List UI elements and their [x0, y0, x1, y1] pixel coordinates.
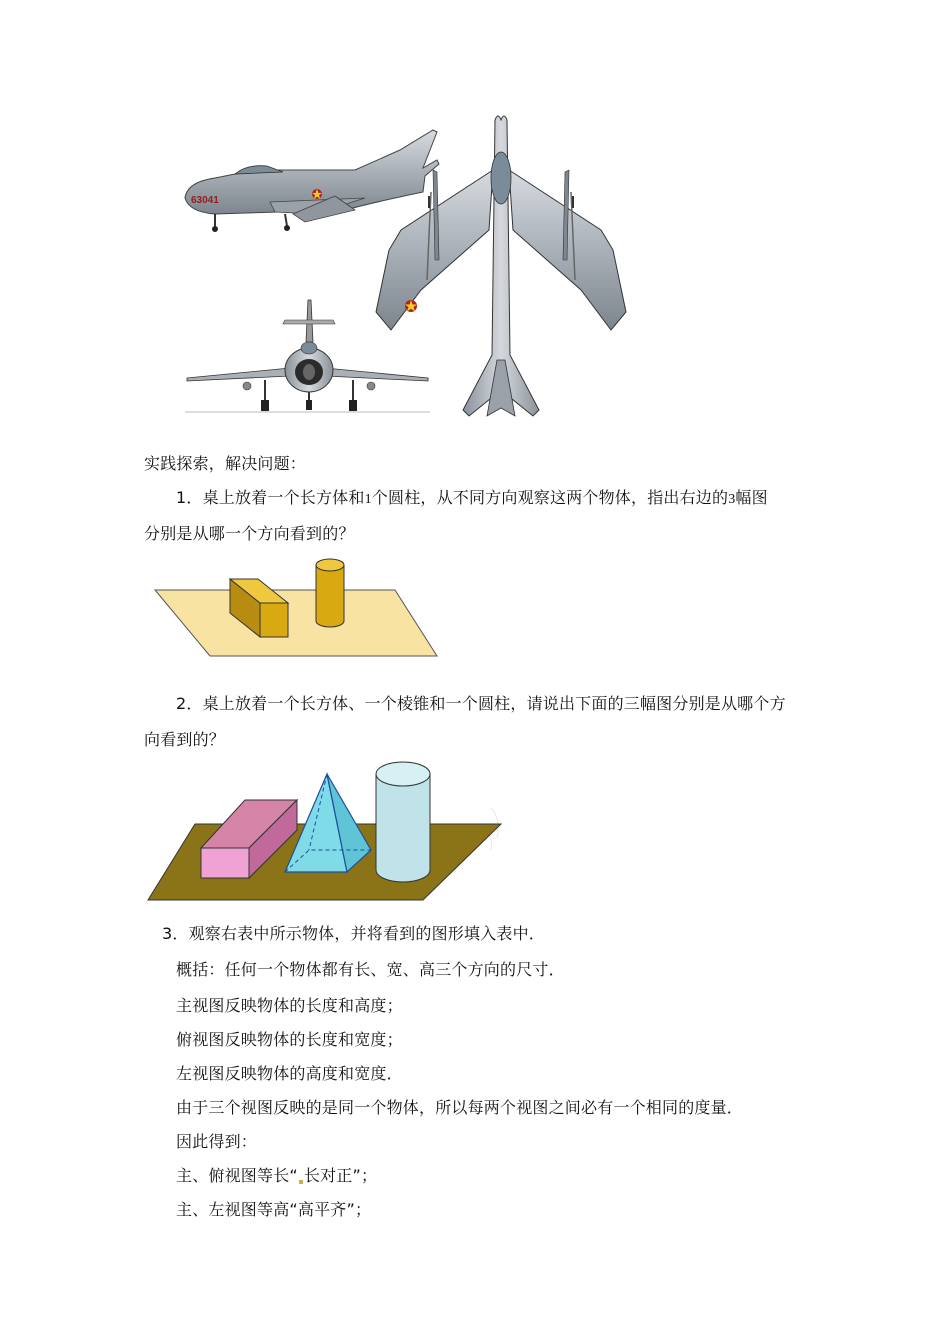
q3-rule-1 [176, 1166, 377, 1186]
q3-line1: 3．观察右表中所示物体，并将看到的图形填入表中． [162, 924, 545, 943]
q1-text-a: 1．桌上放着一个长方体和 [176, 488, 365, 507]
q1-text-c: 幅图 [735, 488, 768, 507]
q3-measure: 由于三个视图反映的是同一个物体，所以每两个视图之间必有一个相同的度量． [176, 1098, 744, 1117]
q3-rule-2: 主、左视图等高“高平齐”； [176, 1200, 372, 1219]
cylinder [316, 559, 344, 627]
tan-table [155, 590, 437, 656]
q3-top-view: 俯视图反映物体的长度和宽度； [176, 1030, 403, 1049]
section-heading: 实践探索，解决问题： [144, 454, 307, 473]
q1-line2: 分别是从哪一个方向看到的？ [144, 524, 355, 543]
q3-summary: 概括：任何一个物体都有长、宽、高三个方向的尺寸． [176, 960, 565, 979]
q2-line1: 2．桌上放着一个长方体、一个棱锥和一个圆柱，请说出下面的三幅图分别是从哪个方 [176, 694, 786, 713]
q1-line1 [176, 488, 768, 510]
q3-left-view: 左视图反映物体的高度和宽度． [176, 1064, 403, 1083]
q1-text-b: 个圆柱，从不同方向观察这两个物体，指出右边的 [371, 488, 729, 507]
q1-number-1: 1 [364, 492, 372, 507]
jet-tail-number: 63041 [191, 195, 219, 206]
rule1-text-a: 主、俯视图等长“ [176, 1166, 298, 1185]
jet-side-view [185, 130, 439, 232]
blue-cylinder [376, 762, 430, 882]
small-dot-mark [299, 1180, 303, 1184]
jet-three-view-figure [175, 110, 655, 430]
box-cylinder-figure [150, 555, 445, 665]
rule1-text-b: 长对正”； [303, 1166, 378, 1185]
pyramid [285, 774, 371, 872]
box-pyramid-cylinder-figure [145, 758, 510, 906]
q2-line2: 向看到的？ [144, 730, 226, 749]
q3-therefore: 因此得到： [176, 1132, 258, 1151]
q3-front-view: 主视图反映物体的长度和高度； [176, 996, 403, 1015]
q1-number-3: 3 [728, 492, 736, 507]
